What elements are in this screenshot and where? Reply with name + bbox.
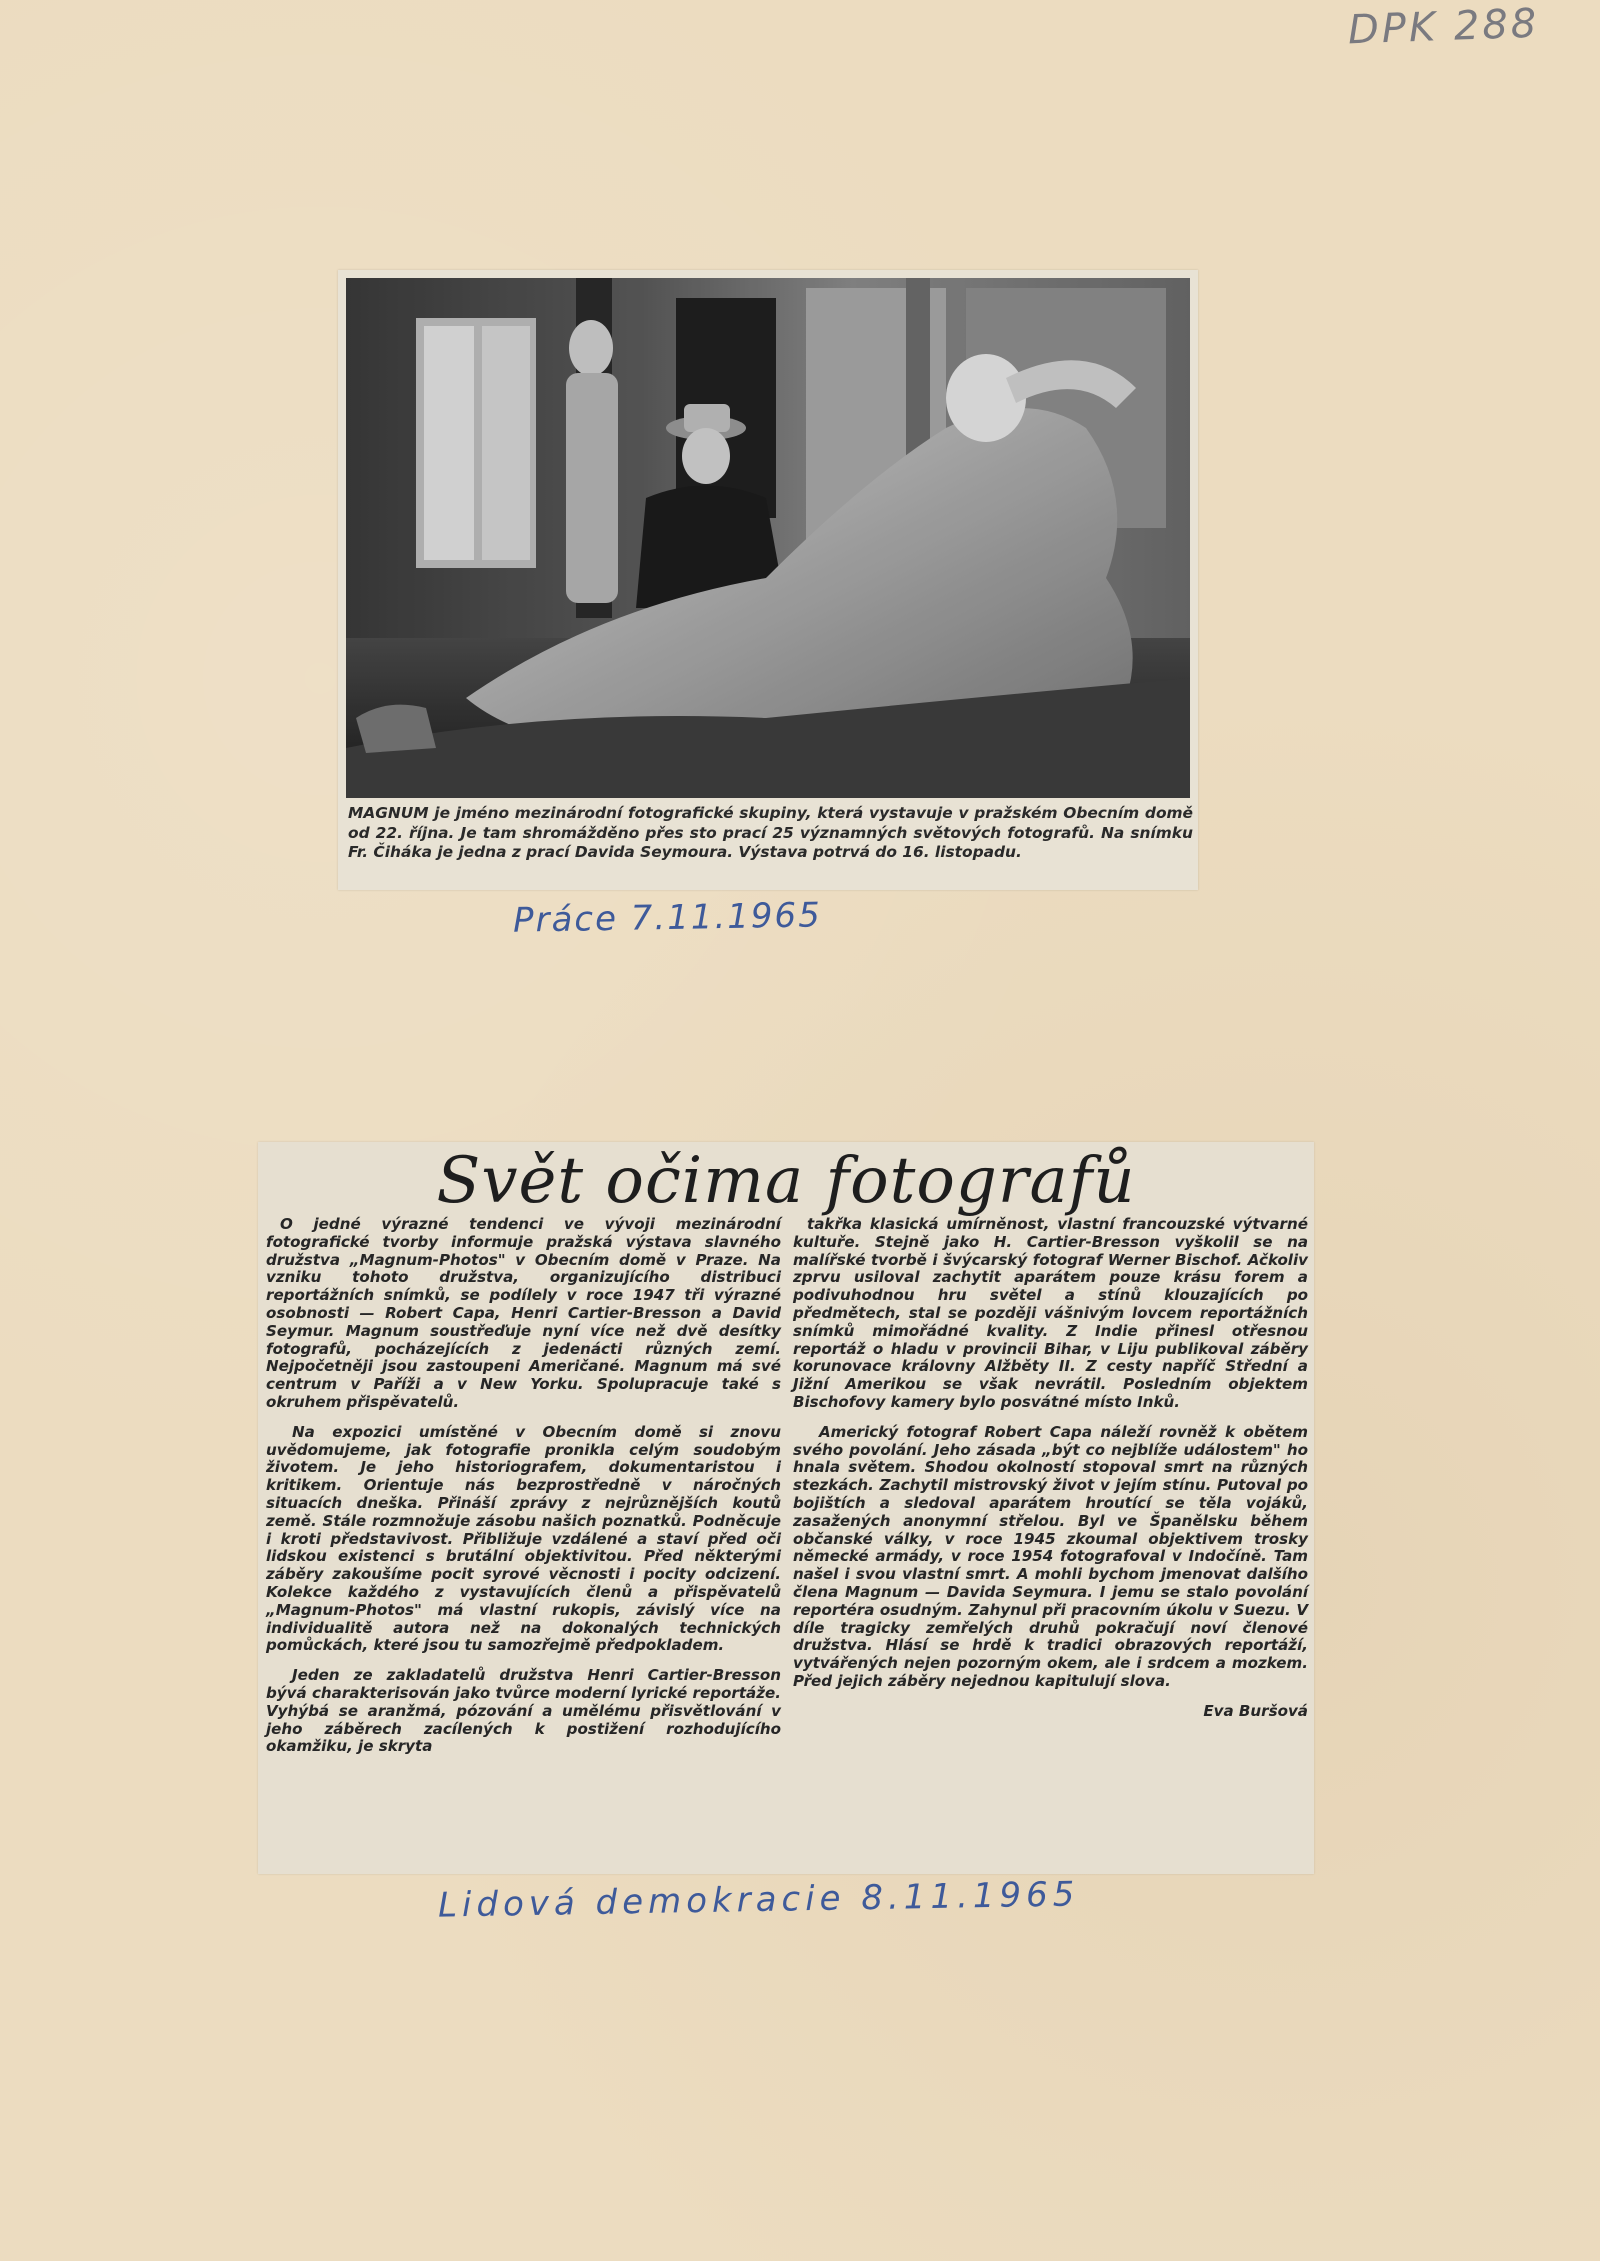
paragraph: Jeden ze zakladatelů družstva Henri Cartier-Bresson bývá charakterisován jako tvůrce moderní lyrické reportáže. Vyhýbá se aranžmá, pózování a umělému přisvětlování v jeho záběrech zacílených k postižení rozhodujícího okamžiku, je skryta [266, 1666, 781, 1756]
archive-code: DPK 288 [1347, 0, 1540, 54]
author-signature: Eva Buršová [1203, 1701, 1308, 1720]
newspaper-clipping-article [258, 1142, 1314, 1874]
newspaper-clipping-photo [338, 270, 1198, 890]
paragraph: Americký fotograf Robert Capa náleží rovněž k obětem svého povolání. Jeho zásada „být co nejblíže událostem" ho hnala světem. Shodou okolností stopoval smrt na různých stezkách. Zachytil mistrovský život v jejím stínu. Putoval po bojištích a sledoval aparátem hroutící se těla vojáků, zasažených anonymní střelou. Byl ve Španělsku během občanské války, v roce 1945 zkoumal objektivem trosky německé armády, v roce 1954 fotografoval v Indočíně. Tam našel i svou vlastní smrt. A mohli bychom jmenovat dalšího člena Magnum — Davida Seymura. I jemu se stalo povolání reportéra osudným. Zahynul při pracovním úkolu v Suezu. V díle tragicky zemřelých druhů pokračují noví členové družstva. Hlásí se hrdě k tradici obrazových reportáží, vytvářených nejen pozorným okem, ale i srdcem a mozkem. Před jejich záběry nejednou kapitulují slova. [793, 1422, 1308, 1690]
photo-caption: MAGNUM je jméno mezinárodní fotografické skupiny, která vystavuje v pražském Obecním domě od 22. října. Je tam shromážděno přes sto prací 25 významných světových fotografů. Na snímku Fr. Čiháka je jedna z prací Davida Seymoura. Výstava potrvá do 16. listopadu. [348, 804, 1193, 861]
photograph-image [346, 278, 1190, 798]
article-headline: Svět očima fotografů [436, 1144, 1136, 1218]
handwritten-source-note: Práce 7.11.1965 [512, 895, 823, 941]
handwritten-source-note: Lidová demokracie 8.11.1965 [437, 1874, 1080, 1926]
article-column-left [266, 1216, 781, 1866]
photo-illustration [346, 278, 1190, 798]
article-column-right [793, 1216, 1308, 1866]
paragraph: Na expozici umístěné v Obecním domě si znovu uvědomujeme, jak fotografie pronikla celým soudobým životem. Je jeho historiografem, dokumentaristou i kritikem. Orientuje nás bezprostředně v náročných situacích dneška. Přináší zprávy z nejrůznějších koutů země. Stále rozmnožuje zásobu našich poznatků. Podněcuje i kroti představivost. Přibližuje vzdálené a staví před oči lidskou existenci s brutální objektivitou. Před některými záběry zakoušíme pocit syrové věcnosti i pocity odcizení. Kolekce každého z vystavujících členů a přispěvatelů „Magnum-Photos" má vlastní rukopis, závislý více na individualitě autora než na dokonalých technických pomůckách, které jsou tu samozřejmě předpokladem. [266, 1422, 781, 1655]
paragraph: O jedné výrazné tendenci ve vývoji mezinárodní fotografické tvorby informuje pražská výstava slavného družstva „Magnum-Photos" v Obecním domě v Praze. Na vzniku tohoto družstva, organizujícího distribuci reportážních snímků, se podílely v roce 1947 tři výrazné osobnosti — Robert Capa, Henri Cartier-Bresson a David Seymur. Magnum soustřeďuje nyní více než dvě desítky fotografů, pocházejících z jedenácti různých zemí. Nejpočetněji jsou zastoupeni Američané. Magnum má své centrum v Paříži a v New Yorku. Spolupracuje také s okruhem přispěvatelů. [266, 1215, 781, 1411]
article-body [266, 1216, 1308, 1866]
paragraph: takřka klasická umírněnost, vlastní francouzské výtvarné kultuře. Stejně jako H. Cartier-Bresson vyškolil se na malířské tvorbě i švýcarský fotograf Werner Bischof. Ačkoliv zprvu usiloval zachytit aparátem pouze krásu forem a podivuhodnou hru světel a stínů klouzajících po předmětech, stal se později vášnivým lovcem reportážních snímků mimořádné kvality. Z Indie přinesl otřesnou reportáž o hladu v provincii Bihar, v Liju publikoval záběry korunovace královny Alžběty II. Z cesty napříč Střední a Jižní Amerikou se však nevrátil. Posledním objektem Bischofovy kamery bylo posvátné místo Inků. [793, 1215, 1308, 1411]
